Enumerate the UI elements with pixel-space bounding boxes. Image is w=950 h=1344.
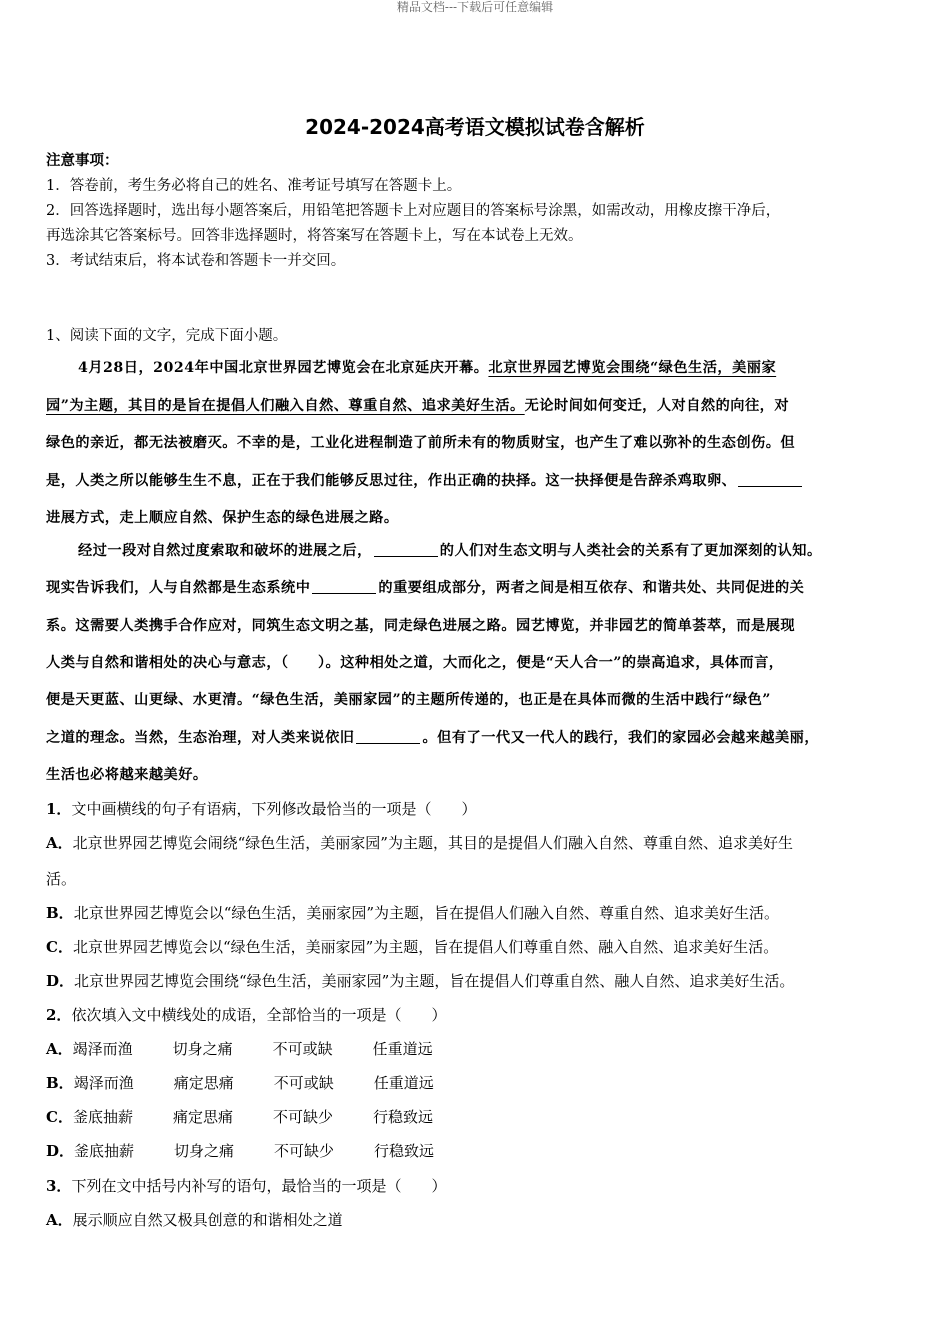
passage-line: 系。这需要人类携手合作应对，同筑生态文明之基，同走绿色进展之路。园艺博览，并非园艺的简单荟萃，而是展现 — [46, 618, 796, 634]
passage-line: 生活也必将越来越美好。 — [46, 767, 208, 783]
question-3-option-a: A．展示顺应自然又极具创意的和谐相处之道 — [46, 1211, 343, 1229]
notice-item: 再选涂其它答案标号。回答非选择题时，将答案写在答题卡上，写在本试卷上无效。 — [46, 228, 583, 244]
passage-line: 进展方式，走上顺应自然、保护生态的绿色进展之路。 — [46, 510, 399, 526]
question-2-option-d: D．釜底抽薪 切身之痛 不可缺少 行稳致远 — [46, 1142, 435, 1160]
header-note: 精品文档---下载后可任意编辑 — [396, 0, 554, 14]
underlined-sentence: 北京世界园艺博览会围绕“绿色生活，美丽家 — [488, 360, 777, 376]
question-1-option-c: C．北京世界园艺博览会以“绿色生活，美丽家园”为主题，旨在提倡人们尊重自然、融入自然、追求美好生活。 — [46, 938, 779, 956]
passage-line: 园”为主题，其目的是旨在提倡人们融入自然、尊重自然、追求美好生活。无论时间如何变迁，人对自然的向往，对 — [46, 398, 790, 414]
question-2-option-a: A．竭泽而渔 切身之痛 不可或缺 任重道远 — [46, 1040, 433, 1058]
underlined-sentence: 园”为主题，其目的是旨在提倡人们融入自然、尊重自然、追求美好生活。 — [46, 398, 525, 414]
blank-line — [738, 485, 802, 487]
question-2-option-b: B．竭泽而渔 痛定思痛 不可或缺 任重道远 — [46, 1074, 434, 1092]
passage-line: 经过一段对自然过度索取和破坏的进展之后， 的人们对生态文明与人类社会的关系有了更加深刻的认知。 — [78, 543, 822, 559]
question-1-stem: 1．文中画横线的句子有语病，下列修改最恰当的一项是（ ） — [46, 800, 477, 818]
passage-line: 便是天更蓝、山更绿、水更清。“绿色生活，美丽家园”的主题所传递的，也正是在具体而微的生活中践行“绿色” — [46, 692, 771, 708]
passage-line: 是，人类之所以能够生生不息，正在于我们能够反思过往，作出正确的抉择。这一抉择便是告辞杀鸡取卵、 — [46, 463, 910, 501]
blank-line — [356, 742, 420, 744]
blank-line — [374, 555, 438, 557]
notice-heading: 注意事项： — [46, 152, 119, 169]
passage-line: 现实告诉我们，人与自然都是生态系统中 的重要组成部分，两者之间是相互依存、和谐共处、共同促进的关 — [46, 580, 805, 596]
notice-item: 3．考试结束后，将本试卷和答题卡一并交回。 — [46, 253, 346, 269]
notice-item: 2．回答选择题时，选出每小题答案后，用铅笔把答题卡上对应题目的答案标号涂黑，如需改动，用橡皮擦干净后， — [46, 203, 781, 219]
page-title: 2024-2024高考语文模拟试卷含解析 — [305, 115, 645, 139]
passage-line: 之道的理念。当然，生态治理，对人类来说依旧 。但有了一代又一代人的践行，我们的家园必会越来越美丽， — [46, 730, 820, 746]
notice-item: 1．答卷前，考生务必将自己的姓名、准考证号填写在答题卡上。 — [46, 178, 462, 194]
blank-line — [312, 592, 376, 594]
question-3-stem: 3．下列在文中括号内补写的语句，最恰当的一项是（ ） — [46, 1177, 447, 1195]
question-2-stem: 2．依次填入文中横线处的成语，全部恰当的一项是（ ） — [46, 1006, 447, 1024]
passage-line: 4月28日，2024年中国北京世界园艺博览会在北京延庆开幕。北京世界园艺博览会围绕“绿色生活，美丽家 — [78, 360, 777, 376]
section-heading: 1、阅读下面的文字，完成下面小题。 — [46, 328, 288, 344]
question-1-option-d: D．北京世界园艺博览会围绕“绿色生活，美丽家园”为主题，旨在提倡人们尊重自然、融人自然、追求美好生活。 — [46, 972, 795, 990]
question-1-option-b: B．北京世界园艺博览会以“绿色生活，美丽家园”为主题，旨在提倡人们融入自然、尊重自然、追求美好生活。 — [46, 904, 780, 922]
question-1-option-a-cont: 活。 — [46, 870, 77, 888]
passage-line: 人类与自然和谐相处的决心与意志，（ ）。这种相处之道，大而化之，便是“天人合一”的崇高追求，具体而言， — [46, 655, 784, 671]
question-2-option-c: C．釜底抽薪 痛定思痛 不可缺少 行稳致远 — [46, 1108, 433, 1126]
question-1-option-a: A．北京世界园艺博览会闹绕“绿色生活，美丽家园”为主题，其目的是提倡人们融入自然、尊重自然、追求美好生 — [46, 834, 793, 852]
passage-line: 绿色的亲近，都无法被磨灭。不幸的是，工业化进程制造了前所未有的物质财宝，也产生了难以弥补的生态创伤。但 — [46, 435, 796, 451]
